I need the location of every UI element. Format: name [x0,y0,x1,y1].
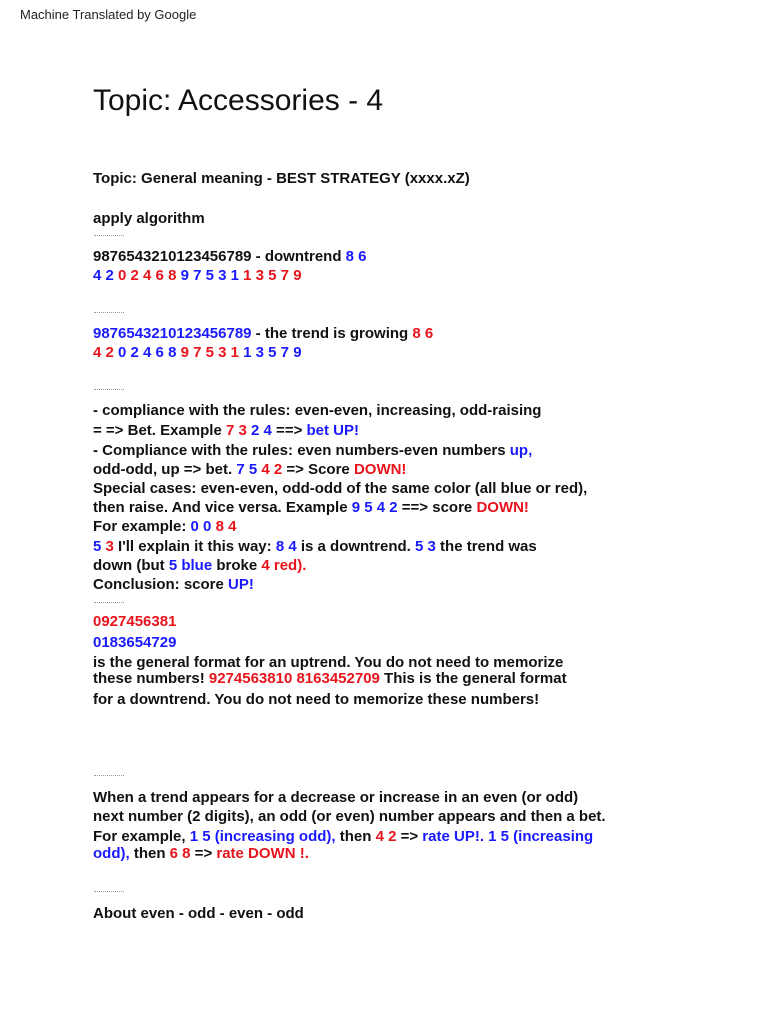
text-segment: For example, [93,828,190,845]
text-segment: 7 3 [226,422,252,439]
text-segment: apply algorithm [93,210,205,227]
text-line [93,691,539,709]
text-segment: 8 6 [412,325,434,342]
text-segment: 9876543210123456789 - downtrend [93,248,346,265]
text-line [93,402,541,420]
text-line [93,499,529,517]
text-line [93,670,567,688]
text-line [93,267,302,285]
text-segment: => [190,845,217,862]
text-segment: down (but [93,557,169,574]
text-segment: ==> score [397,499,477,516]
text-segment: => Score [282,461,354,478]
text-segment: I'll explain it this way: [113,538,276,555]
text-line [93,248,367,266]
text-line [93,518,236,536]
text-segment: 4 2 [93,344,119,361]
text-segment: This is the general format [379,670,567,687]
separator [94,891,124,892]
text-line [93,480,587,498]
text-segment: 8 4 [275,538,297,555]
text-segment: 0 0 [190,518,216,535]
text-line [93,422,359,440]
text-segment: odd-odd, up => bet. [93,461,237,478]
text-segment: 1 5 (increasing odd), [189,828,336,845]
text-segment: these numbers! [93,670,209,687]
text-line [93,808,606,826]
text-segment: next number (2 digits), an odd (or even) number appears and then a bet. [93,808,606,825]
text-line [93,538,537,556]
text-segment: 0 2 4 6 8 [118,344,181,361]
text-segment: for a downtrend. You do not need to memorize these numbers! [93,691,540,708]
text-segment: broke [212,557,262,574]
text-segment: Topic: General meaning - BEST STRATEGY (xxxx.xZ) [93,170,470,187]
text-line [93,634,176,652]
page-title: Topic: Accessories - 4 [93,84,384,117]
text-segment: 4 red). [261,557,307,574]
text-segment: UP! [228,576,254,593]
text-segment: 4 2 [375,828,397,845]
text-segment: Special cases: even-even, odd-odd of the same color (all blue or red), [93,480,588,497]
text-segment: DOWN! [353,461,407,478]
text-segment: When a trend appears for a decrease or increase in an even (or odd) [93,789,579,806]
text-segment: 1 3 5 7 9 [243,267,302,284]
text-line [93,557,306,575]
separator [94,312,124,313]
text-segment: then [335,828,376,845]
translation-banner: Machine Translated by Google [20,7,197,22]
text-segment: 1 3 5 7 9 [243,344,302,361]
separator [94,389,124,390]
text-segment: 5 [93,538,106,555]
text-line [93,576,254,594]
text-line [93,789,578,807]
text-segment: 5 blue [168,557,213,574]
text-segment: rate UP!. 1 5 (increasing [422,828,594,845]
text-segment: - the trend is growing [251,325,413,342]
text-segment: - Compliance with the rules: even numbers-even numbers [93,442,510,459]
text-line [93,344,302,362]
text-segment: 0 2 4 6 8 [118,267,181,284]
text-segment: ==> [271,422,307,439]
text-segment: 0927456381 [93,613,177,630]
text-segment: => [396,828,423,845]
text-segment: 9 7 5 3 1 [180,267,244,284]
text-segment: 8 4 [215,518,237,535]
separator [94,775,124,776]
text-line [93,905,304,923]
text-line [93,828,593,846]
text-line [93,325,433,343]
text-segment: 5 3 [415,538,436,555]
text-segment: DOWN! [476,499,529,516]
text-segment: then [129,845,170,862]
text-segment: 9274563810 8163452709 [208,670,380,687]
text-segment: then raise. And vice versa. Example [93,499,352,516]
text-segment: 9 7 5 3 1 [180,344,244,361]
text-segment: - compliance with the rules: even-even, increasing, odd-raising [93,402,542,419]
text-segment: 8 6 [345,248,367,265]
text-segment: the trend was [435,538,537,555]
text-segment: 7 5 [236,461,262,478]
text-line [93,845,309,863]
text-segment: 9 5 4 2 [351,499,398,516]
separator [94,602,124,603]
text-segment: 6 8 [169,845,191,862]
text-segment: rate DOWN !. [216,845,309,862]
text-segment: 0183654729 [93,634,177,651]
subtitle-line [93,170,470,188]
text-segment: Conclusion: score [93,576,229,593]
text-segment: is a downtrend. [296,538,416,555]
text-segment: = => Bet. Example [93,422,226,439]
text-segment: 9876543210123456789 [93,325,252,342]
text-line [93,210,205,228]
text-segment: About even - odd - even - odd [93,905,304,922]
text-segment: 4 2 [261,461,283,478]
text-line [93,442,532,460]
text-segment: 3 [105,538,114,555]
text-segment: is the general format for an uptrend. You do not need to memorize [93,654,564,671]
text-segment: up, [509,442,533,459]
text-segment: 4 2 [93,267,119,284]
text-line [93,461,406,479]
text-segment: 2 4 [251,422,272,439]
text-segment: odd), [93,845,130,862]
separator [94,235,124,236]
text-segment: bet UP! [306,422,360,439]
text-segment: For example: [93,518,191,535]
text-line [93,613,176,631]
